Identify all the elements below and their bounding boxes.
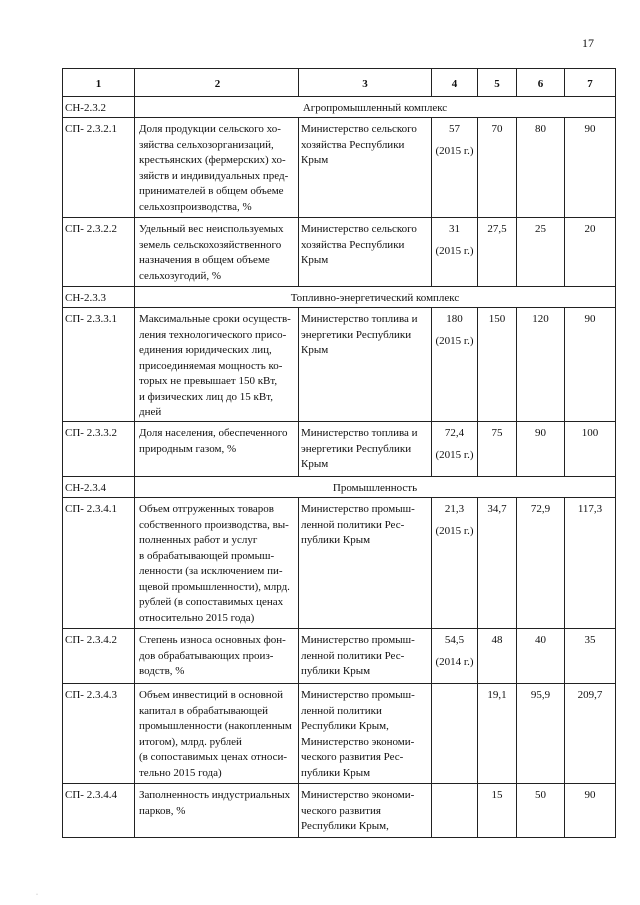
target-value: 35: [565, 629, 616, 684]
indicator-name: Доля продукции сельского хо- зяйства сельхозорганизаций, крестьянских (фермерских) хо- зяйств и индивидуальных пред- принимателей в общем объеме сельхозпроизводства, %: [135, 118, 299, 218]
column-header: 1: [63, 69, 135, 97]
section-code: СН-2.3.3: [63, 287, 135, 308]
base-value: 57: [449, 123, 460, 135]
base-value-cell: [432, 218, 478, 287]
base-value-cell: [432, 498, 478, 629]
column-header: 2: [135, 69, 299, 97]
target-value: 90: [517, 422, 565, 477]
indicator-code: СП- 2.3.4.3: [63, 684, 135, 784]
target-value: 15: [478, 784, 517, 838]
section-row: [63, 97, 616, 118]
base-value-cell: [432, 629, 478, 684]
column-header: 5: [478, 69, 517, 97]
target-value: 117,3: [565, 498, 616, 629]
target-value: 40: [517, 629, 565, 684]
base-year: (2015 г.): [435, 524, 474, 537]
target-value: 90: [565, 308, 616, 422]
indicator-code: СП- 2.3.4.4: [63, 784, 135, 838]
section-code: СН-2.3.2: [63, 97, 135, 118]
table-row: [63, 218, 616, 287]
indicator-name: Объем отгруженных товаров собственного производства, вы- полненных работ и услуг в обрабатывающей промыш- ленности (за исключением пи- щевой промышленности), млрд. рублей (в сопоставимых ценах относительно 2015 года): [135, 498, 299, 629]
table-row: [63, 784, 616, 838]
target-value: 90: [565, 784, 616, 838]
responsible-ministry: Министерство экономи- ческого развития Республики Крым,: [299, 784, 432, 838]
indicator-name: Объем инвестиций в основной капитал в обрабатывающей промышленности (накопленным итогом), млрд. рублей (в сопоставимых ценах относи- тельно 2015 года): [135, 684, 299, 784]
base-value-cell: [432, 118, 478, 218]
base-year: (2015 г.): [435, 144, 474, 157]
indicator-name: Степень износа основных фон- дов обрабатывающих произ- водств, %: [135, 629, 299, 684]
column-header: 6: [517, 69, 565, 97]
target-value: 72,9: [517, 498, 565, 629]
column-header: 7: [565, 69, 616, 97]
table-row: [63, 629, 616, 684]
responsible-ministry: Министерство сельского хозяйства Республики Крым: [299, 218, 432, 287]
indicators-table: [62, 68, 616, 838]
base-value-cell: [432, 308, 478, 422]
target-value: 19,1: [478, 684, 517, 784]
base-year: (2014 г.): [435, 655, 474, 668]
target-value: 48: [478, 629, 517, 684]
indicator-name: Максимальные сроки осуществ- ления технологического присо- единения юридических лиц, присоединяемая мощность ко- торых не превышает 150 кВт, и физических лиц до 15 кВт, дней: [135, 308, 299, 422]
target-value: 34,7: [478, 498, 517, 629]
responsible-ministry: Министерство промыш- ленной политики Рес- публики Крым: [299, 498, 432, 629]
responsible-ministry: Министерство топлива и энергетики Республики Крым: [299, 422, 432, 477]
section-code: СН-2.3.4: [63, 477, 135, 498]
table-row: [63, 498, 616, 629]
base-year: (2015 г.): [435, 334, 474, 347]
table-row: [63, 422, 616, 477]
target-value: 50: [517, 784, 565, 838]
indicator-code: СП- 2.3.2.1: [63, 118, 135, 218]
section-row: [63, 287, 616, 308]
indicator-code: СП- 2.3.3.2: [63, 422, 135, 477]
table-row: [63, 308, 616, 422]
indicator-code: СП- 2.3.4.1: [63, 498, 135, 629]
target-value: 80: [517, 118, 565, 218]
base-year: (2015 г.): [435, 448, 474, 461]
section-title: Топливно-энергетический комплекс: [135, 287, 616, 308]
indicator-name: Удельный вес неиспользуемых земель сельскохозяйственного назначения в общем объеме сельхозугодий, %: [135, 218, 299, 287]
target-value: 70: [478, 118, 517, 218]
target-value: 120: [517, 308, 565, 422]
page-number: 17: [582, 36, 594, 50]
target-value: 150: [478, 308, 517, 422]
section-title: Промышленность: [135, 477, 616, 498]
responsible-ministry: Министерство промыш- ленной политики Рес- публики Крым: [299, 629, 432, 684]
responsible-ministry: Министерство топлива и энергетики Республики Крым: [299, 308, 432, 422]
target-value: 25: [517, 218, 565, 287]
table-row: [63, 118, 616, 218]
target-value: 95,9: [517, 684, 565, 784]
indicator-name: Доля населения, обеспеченного природным газом, %: [135, 422, 299, 477]
base-value: 72,4: [444, 427, 465, 439]
base-value: 54,5: [444, 634, 465, 646]
target-value: 20: [565, 218, 616, 287]
target-value: 75: [478, 422, 517, 477]
base-value-cell: [432, 422, 478, 477]
target-value: 27,5: [478, 218, 517, 287]
target-value: 90: [565, 118, 616, 218]
responsible-ministry: Министерство промыш- ленной политики Республики Крым, Министерство экономи- ческого развития Рес- публики Крым: [299, 684, 432, 784]
indicator-code: СП- 2.3.2.2: [63, 218, 135, 287]
responsible-ministry: Министерство сельского хозяйства Республики Крым: [299, 118, 432, 218]
base-value-cell: [432, 784, 478, 838]
table-row: [63, 684, 616, 784]
scan-dot: ·: [36, 892, 38, 898]
indicator-code: СП- 2.3.3.1: [63, 308, 135, 422]
base-value-cell: [432, 684, 478, 784]
target-value: 100: [565, 422, 616, 477]
section-row: [63, 477, 616, 498]
table-header-row: [63, 69, 616, 97]
section-title: Агропромышленный комплекс: [135, 97, 616, 118]
column-header: 4: [432, 69, 478, 97]
base-value: 31: [449, 223, 460, 235]
base-value: 180: [446, 313, 463, 325]
indicator-code: СП- 2.3.4.2: [63, 629, 135, 684]
target-value: 209,7: [565, 684, 616, 784]
base-value: 21,3: [444, 503, 465, 515]
base-year: (2015 г.): [435, 244, 474, 257]
column-header: 3: [299, 69, 432, 97]
indicator-name: Заполненность индустриальных парков, %: [135, 784, 299, 838]
